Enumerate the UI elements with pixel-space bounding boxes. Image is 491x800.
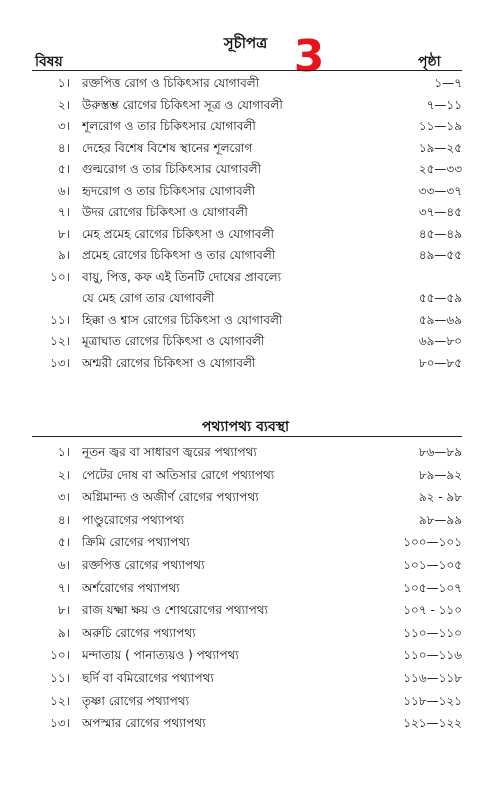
toc-entry (0, 287, 491, 309)
entry-page-range: ৫৯—৬৯ (418, 312, 462, 327)
entry-page-range: ৭—১১ (426, 97, 462, 112)
entry-page-range: ১৯—২৫ (418, 140, 462, 155)
entry-page-range: ৩৭—৪৫ (418, 205, 462, 219)
toc-title: সূচীপত্র (223, 34, 268, 52)
entry-page-range: ১১০—১১৬ (403, 648, 462, 663)
entry-page-range: ১—৭ (434, 76, 462, 90)
entry-number: ১২। (50, 334, 70, 348)
entry-title: গুল্মরোগ ও তার চিকিৎসার যোগাবলী (82, 162, 262, 176)
entry-page-range: ১০১—১০৫ (403, 558, 462, 572)
toc-entry (0, 72, 491, 94)
entry-title: শূলরোগ ও তার চিকিৎসার যোগাবলী (82, 119, 256, 133)
diet-entry (0, 599, 491, 621)
entry-number: ১৩। (50, 355, 70, 370)
entry-title: রক্তপিত্ত রোগের পথ্যাপথ্য (82, 558, 205, 572)
entry-page-range: ১০০—১০১ (403, 535, 462, 550)
toc-entry (0, 330, 491, 352)
toc-entry (0, 115, 491, 137)
entry-number: ১১। (50, 671, 70, 685)
entry-number: ৭। (57, 205, 70, 219)
entry-page-range: ৬৯—৮০ (418, 334, 462, 348)
entry-number: ২। (57, 97, 70, 112)
entry-page-range: ৩৩—৩৭ (418, 183, 462, 198)
entry-title: ছর্দি বা বমিরোগের পথ্যাপথ্য (82, 671, 214, 685)
entry-number: ৬। (57, 558, 70, 572)
header-rule (32, 70, 462, 71)
entry-page-range: ১১—১৯ (418, 119, 462, 133)
entry-title: উদর রোগের চিকিৎসা ও যোগাবলী (82, 205, 248, 219)
diet-entry (0, 554, 491, 576)
entry-title: মন্দাতায় ( পানাত্যয়ও ) পথ্যাপথ্য (82, 648, 239, 663)
entry-title: রক্তপিত্ত রোগ ও চিকিৎসার যোগাবলী (82, 76, 260, 90)
diet-entry (0, 464, 491, 486)
diet-entry (0, 667, 491, 689)
entry-page-range: ৮৯—৯২ (418, 467, 462, 482)
entry-number: ১। (57, 76, 70, 90)
entry-page-range: ৮৬—৮৯ (418, 445, 462, 459)
entry-title: ক্রিমি রোগের পথ্যাপথ্য (82, 535, 190, 550)
entry-number: ৫। (57, 535, 70, 550)
entry-number: ১৩। (50, 716, 70, 731)
entry-number: ৩। (57, 119, 70, 133)
entry-number: ৪। (57, 512, 70, 527)
entry-title: তৃষ্ণা রোগের পথ্যাপথ্য (82, 693, 190, 708)
diet-entry (0, 509, 491, 531)
entry-number: ১০। (50, 648, 70, 663)
toc-entry (0, 94, 491, 116)
entry-title: পেটের দোষ বা অতিসার রোগে পথ্যাপথ্য (82, 467, 275, 482)
diet-entry (0, 644, 491, 666)
entry-number: ১১। (50, 312, 70, 327)
toc-entry (0, 309, 491, 331)
entry-title: অরুচি রোগের পথ্যাপথ্য (82, 625, 196, 640)
page-number-badge: 3 (293, 31, 325, 82)
entry-number: ১। (57, 445, 70, 459)
toc-entry (0, 137, 491, 159)
entry-title: বায়ু, পিত্ত, কফ এই তিনটি দোষের প্রাবল্যে (82, 269, 282, 284)
entry-title: অশ্মরী রোগের চিকিৎসা ও যোগাবলী (82, 355, 256, 370)
entry-title: হিক্কা ও শ্বাস রোগের চিকিৎসা ও যোগাবলী (82, 312, 283, 327)
entry-page-range: ৪৫—৪৯ (418, 226, 462, 241)
entry-title: দেহের বিশেষ বিশেষ স্থানের শূলরোগ (82, 140, 253, 155)
diet-entry (0, 531, 491, 553)
diet-entry (0, 712, 491, 734)
toc-entry (0, 244, 491, 266)
subject-column-header: বিষয় (35, 54, 63, 70)
entry-number: ১০। (50, 269, 70, 284)
page-column-header: পৃষ্ঠা (418, 54, 441, 70)
toc-entry (0, 352, 491, 374)
entry-page-range: ১১৮—১২১ (403, 693, 462, 708)
toc-entry (0, 223, 491, 245)
entry-title: অর্শরোগের পথ্যাপথ্য (82, 580, 180, 595)
diet-section-title: পথ্যাপথ্য ব্যবস্থা (201, 419, 290, 435)
diet-entry (0, 577, 491, 599)
diet-entry (0, 441, 491, 463)
entry-title: যে মেহ রোগ তার যোগাবলী (82, 291, 215, 305)
entry-number: ৮। (57, 603, 70, 618)
entry-title: মেহ প্রমেহ রোগের চিকিৎসা ও যোগাবলী (82, 226, 274, 241)
toc-entry (0, 180, 491, 202)
diet-entry (0, 690, 491, 712)
entry-number: ৫। (57, 162, 70, 176)
entry-title: পাণ্ডুরোগের পথ্যাপথ্য (82, 512, 185, 527)
entry-number: ৬। (57, 183, 70, 198)
entry-number: ৮। (57, 226, 70, 241)
toc-entry (0, 266, 491, 288)
entry-page-range: ৪৯—৫৫ (418, 248, 462, 262)
entry-title: প্রমেহ রোগের চিকিৎসা ও তার যোগাবলী (82, 248, 276, 262)
entry-title: রাজ যক্ষ্মা ক্ষয় ও শোথরোগের পথ্যাপথ্য (82, 603, 269, 618)
entry-page-range: ৮০—৮৫ (418, 355, 462, 370)
entry-page-range: ২৫—৩৩ (418, 162, 462, 176)
entry-title: উরুস্তম্ভ রোগের চিকিৎসা সূত্র ও যোগাবলী (82, 97, 283, 112)
entry-number: ৯। (57, 248, 70, 262)
entry-title: নূতন জ্বর বা সাধারণ জ্বরের পথ্যাপথ্য (82, 445, 257, 459)
entry-page-range: ১২১—১২২ (403, 716, 462, 731)
entry-number: ৪। (57, 140, 70, 155)
toc-entry (0, 201, 491, 223)
toc-entry (0, 158, 491, 180)
diet-entry (0, 486, 491, 508)
entry-page-range: ৯৮—৯৯ (418, 512, 462, 527)
entry-number: ৭। (57, 580, 70, 595)
entry-title: অপস্মার রোগের পথ্যাপথ্য (82, 716, 206, 731)
entry-number: ১২। (50, 693, 70, 708)
entry-page-range: ১১০—১১০ (403, 625, 462, 640)
diet-header-rule (32, 436, 462, 437)
entry-page-range: ৫৫—৫৯ (418, 291, 462, 305)
entry-number: ২। (57, 467, 70, 482)
entry-page-range: ১০৭ - ১১০ (403, 603, 462, 618)
entry-title: অগ্নিমান্দ্য ও অজীর্ণ রোগের পথ্যাপথ্য (82, 490, 259, 505)
entry-page-range: ১০৫—১০৭ (403, 580, 462, 595)
entry-number: ৯। (57, 625, 70, 640)
entry-title: হৃদরোগ ও তার চিকিৎসার যোগাবলী (82, 183, 256, 198)
diet-entry (0, 622, 491, 644)
entry-title: মূত্রাঘাত রোগের চিকিৎসা ও যোগাবলী (82, 334, 265, 348)
entry-number: ৩। (57, 490, 70, 505)
entry-page-range: ১১৬—১১৮ (403, 671, 462, 685)
entry-page-range: ৯২ - ৯৮ (418, 490, 462, 505)
